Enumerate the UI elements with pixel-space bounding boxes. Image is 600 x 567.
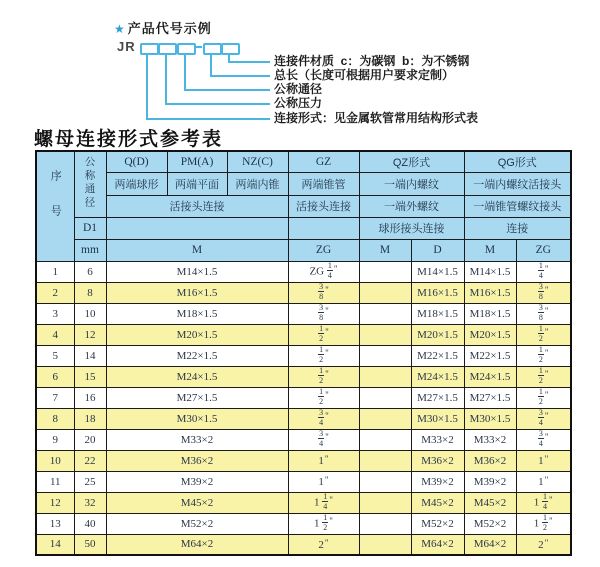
cell-mm: 15 <box>74 366 106 387</box>
cell-mm: 20 <box>74 429 106 450</box>
header-qg-conn: 连接 <box>464 217 571 239</box>
cell-m: M18×1.5 <box>106 303 288 324</box>
cell-m: M36×2 <box>106 450 288 471</box>
code-box-2 <box>158 43 177 55</box>
header-gz-desc: 两端锥管 <box>288 172 359 195</box>
cell-qz_d: M52×2 <box>411 513 464 534</box>
header-empty-gz <box>288 217 359 239</box>
cell-qz_m <box>359 366 411 387</box>
table-row <box>36 408 571 429</box>
cell-mm: 10 <box>74 303 106 324</box>
cell-m: M24×1.5 <box>106 366 288 387</box>
cell-qz_d: M45×2 <box>411 492 464 513</box>
cell-qg_zg: $\frac{3}{8}$ " <box>516 303 571 324</box>
cell-gz: $\frac{1}{2}$ " <box>288 345 359 366</box>
cell-qz_m <box>359 492 411 513</box>
header-d1: D1 <box>74 217 106 239</box>
cell-qz_d: M24×1.5 <box>411 366 464 387</box>
header-m-wide: M <box>106 239 288 261</box>
cell-qz_m <box>359 471 411 492</box>
callout-line-1-v <box>146 53 148 120</box>
header-qz-desc2: 一端外螺纹 <box>359 195 464 217</box>
table-row <box>36 492 571 513</box>
header-col-gz: GZ <box>288 151 359 172</box>
cell-no: 2 <box>36 282 74 303</box>
nut-connection-table <box>35 150 572 556</box>
cell-no: 12 <box>36 492 74 513</box>
cell-qg_m: M22×1.5 <box>464 345 516 366</box>
cell-qz_m <box>359 534 411 555</box>
cell-qz_m <box>359 261 411 282</box>
cell-no: 1 <box>36 261 74 282</box>
callout-line-3-h <box>184 89 270 91</box>
cell-m: M14×1.5 <box>106 261 288 282</box>
cell-mm: 6 <box>74 261 106 282</box>
cell-qz_d: M18×1.5 <box>411 303 464 324</box>
cell-no: 13 <box>36 513 74 534</box>
cell-gz: ZG $\frac{1}{4}$ " <box>288 261 359 282</box>
cell-gz: $\frac{3}{8}$ " <box>288 303 359 324</box>
table-row <box>36 429 571 450</box>
cell-mm: 18 <box>74 408 106 429</box>
table-row <box>36 261 571 282</box>
header-nominal-diameter: 公称通径 <box>74 151 106 217</box>
cell-mm: 32 <box>74 492 106 513</box>
diagram-title-text: 产品代号示例 <box>127 21 212 36</box>
table-body <box>36 261 571 555</box>
cell-m: M30×1.5 <box>106 408 288 429</box>
cell-qz_d: M33×2 <box>411 429 464 450</box>
cell-gz: $\frac{1}{2}$ " <box>288 387 359 408</box>
cell-qz_m <box>359 429 411 450</box>
cell-m: M16×1.5 <box>106 282 288 303</box>
cell-qz_m <box>359 450 411 471</box>
cell-qg_m: M27×1.5 <box>464 387 516 408</box>
callout-line-5-h <box>228 61 270 63</box>
star-icon: ★ <box>114 22 126 36</box>
cell-m: M22×1.5 <box>106 345 288 366</box>
cell-qz_d: M39×2 <box>411 471 464 492</box>
table-row <box>36 303 571 324</box>
header-qg-m: M <box>464 239 516 261</box>
cell-qz_d: M30×1.5 <box>411 408 464 429</box>
cell-qz_m <box>359 324 411 345</box>
cell-m: M52×2 <box>106 513 288 534</box>
cell-qz_d: M16×1.5 <box>411 282 464 303</box>
cell-no: 10 <box>36 450 74 471</box>
callout-line-3-v <box>184 53 186 91</box>
code-box-4 <box>203 43 222 55</box>
cell-mm: 8 <box>74 282 106 303</box>
cell-qg_zg: $\frac{1}{2}$ " <box>516 345 571 366</box>
cell-qg_zg: $\frac{3}{4}$ " <box>516 429 571 450</box>
table-row <box>36 513 571 534</box>
cell-qz_m <box>359 345 411 366</box>
cell-qg_zg: 1" <box>516 450 571 471</box>
header-seq: 序号 <box>36 151 74 261</box>
cell-qg_m: M16×1.5 <box>464 282 516 303</box>
cell-no: 5 <box>36 345 74 366</box>
cell-no: 14 <box>36 534 74 555</box>
cell-qg_zg: $\frac{1}{2}$ " <box>516 387 571 408</box>
cell-qg_m: M24×1.5 <box>464 366 516 387</box>
header-col-q: Q(D) <box>106 151 167 172</box>
header-qz-conn: 球形接头连接 <box>359 217 464 239</box>
cell-qz_d: M22×1.5 <box>411 345 464 366</box>
header-pm-desc: 两端平面 <box>167 172 227 195</box>
cell-qg_zg: $\frac{1}{2}$ " <box>516 324 571 345</box>
header-col-qg: QG形式 <box>464 151 571 172</box>
callout-label-connection: 连接形式：见金属软管常用结构形式表 <box>274 111 479 125</box>
cell-qz_m <box>359 513 411 534</box>
cell-qg_zg: 1 $\frac{1}{2}$ " <box>516 513 571 534</box>
cell-m: M39×2 <box>106 471 288 492</box>
cell-m: M20×1.5 <box>106 324 288 345</box>
cell-qg_m: M14×1.5 <box>464 261 516 282</box>
code-box-5 <box>221 43 240 55</box>
cell-mm: 40 <box>74 513 106 534</box>
cell-no: 7 <box>36 387 74 408</box>
cell-m: M27×1.5 <box>106 387 288 408</box>
header-qz-d: D <box>411 239 464 261</box>
cell-mm: 25 <box>74 471 106 492</box>
cell-qg_m: M45×2 <box>464 492 516 513</box>
header-mm: mm <box>74 239 106 261</box>
callout-line-1-h <box>146 118 270 120</box>
cell-qg_m: M18×1.5 <box>464 303 516 324</box>
table-row <box>36 450 571 471</box>
cell-qg_zg: 1" <box>516 471 571 492</box>
header-qz-desc1: 一端内螺纹 <box>359 172 464 195</box>
callout-line-2-v <box>165 53 167 105</box>
cell-qg_zg: $\frac{3}{4}$ " <box>516 408 571 429</box>
header-live-joint: 活接头连接 <box>106 195 288 217</box>
cell-qg_zg: $\frac{1}{2}$ " <box>516 366 571 387</box>
header-gz-live-joint: 活接头连接 <box>288 195 359 217</box>
header-qg-desc2: 一端锥管螺纹接头 <box>464 195 571 217</box>
header-qg-zg: ZG <box>516 239 571 261</box>
cell-qg_m: M36×2 <box>464 450 516 471</box>
header-col-nz: NZ(C) <box>227 151 288 172</box>
cell-qz_m <box>359 408 411 429</box>
header-empty-m <box>106 217 288 239</box>
callout-line-4-v <box>210 53 212 77</box>
code-box-3 <box>177 43 196 55</box>
table-title: 螺母连接形式参考表 <box>34 128 224 150</box>
cell-gz: $\frac{1}{2}$ " <box>288 366 359 387</box>
cell-qg_m: M20×1.5 <box>464 324 516 345</box>
table-header <box>36 151 571 261</box>
cell-m: M45×2 <box>106 492 288 513</box>
header-qg-desc1: 一端内螺纹活接头 <box>464 172 571 195</box>
cell-no: 9 <box>36 429 74 450</box>
header-q-desc: 两端球形 <box>106 172 167 195</box>
cell-gz: 1" <box>288 471 359 492</box>
cell-qz_d: M36×2 <box>411 450 464 471</box>
cell-gz: $\frac{3}{4}$ " <box>288 429 359 450</box>
cell-mm: 16 <box>74 387 106 408</box>
header-zg: ZG <box>288 239 359 261</box>
cell-qz_d: M20×1.5 <box>411 324 464 345</box>
table-row <box>36 282 571 303</box>
cell-qz_m <box>359 282 411 303</box>
header-nz-desc: 两端内锥 <box>227 172 288 195</box>
code-prefix: JR <box>117 39 136 54</box>
cell-m: M33×2 <box>106 429 288 450</box>
table-row <box>36 324 571 345</box>
cell-no: 4 <box>36 324 74 345</box>
cell-qg_m: M39×2 <box>464 471 516 492</box>
cell-gz: $\frac{3}{4}$ " <box>288 408 359 429</box>
cell-qg_m: M30×1.5 <box>464 408 516 429</box>
table-row <box>36 366 571 387</box>
cell-qg_zg: $\frac{3}{8}$ " <box>516 282 571 303</box>
cell-qz_m <box>359 303 411 324</box>
cell-m: M64×2 <box>106 534 288 555</box>
cell-no: 3 <box>36 303 74 324</box>
cell-mm: 14 <box>74 345 106 366</box>
cell-qg_zg: 2" <box>516 534 571 555</box>
cell-qg_m: M52×2 <box>464 513 516 534</box>
cell-gz: 1" <box>288 450 359 471</box>
header-col-qz: QZ形式 <box>359 151 464 172</box>
code-dash <box>195 46 202 48</box>
cell-qg_zg: $\frac{1}{4}$ " <box>516 261 571 282</box>
header-qz-m: M <box>359 239 411 261</box>
cell-mm: 12 <box>74 324 106 345</box>
code-box-1 <box>140 43 159 55</box>
table-row <box>36 387 571 408</box>
diagram-title <box>114 18 212 37</box>
cell-qg_zg: 1 $\frac{1}{4}$ " <box>516 492 571 513</box>
table-row <box>36 345 571 366</box>
cell-no: 11 <box>36 471 74 492</box>
cell-qg_m: M64×2 <box>464 534 516 555</box>
cell-qg_m: M33×2 <box>464 429 516 450</box>
callout-line-2-h <box>165 103 270 105</box>
callout-label-length: 总长（长度可根据用户要求定制） <box>274 68 455 82</box>
callout-label-material: 连接件材质 c：为碳钢 b：为不锈钢 <box>274 54 470 68</box>
callout-line-4-h <box>210 75 270 77</box>
cell-gz: 2" <box>288 534 359 555</box>
cell-qz_d: M14×1.5 <box>411 261 464 282</box>
table-row <box>36 534 571 555</box>
cell-qz_d: M27×1.5 <box>411 387 464 408</box>
cell-gz: $\frac{1}{2}$ " <box>288 324 359 345</box>
cell-no: 6 <box>36 366 74 387</box>
header-col-pm: PM(A) <box>167 151 227 172</box>
callout-label-pressure: 公称压力 <box>274 96 323 110</box>
cell-qz_d: M64×2 <box>411 534 464 555</box>
cell-mm: 50 <box>74 534 106 555</box>
cell-gz: $\frac{3}{8}$ " <box>288 282 359 303</box>
cell-mm: 22 <box>74 450 106 471</box>
cell-gz: 1 $\frac{1}{2}$ " <box>288 513 359 534</box>
cell-gz: 1 $\frac{1}{4}$ " <box>288 492 359 513</box>
cell-qz_m <box>359 387 411 408</box>
cell-no: 8 <box>36 408 74 429</box>
table-row <box>36 471 571 492</box>
callout-label-diameter: 公称通径 <box>274 82 323 96</box>
